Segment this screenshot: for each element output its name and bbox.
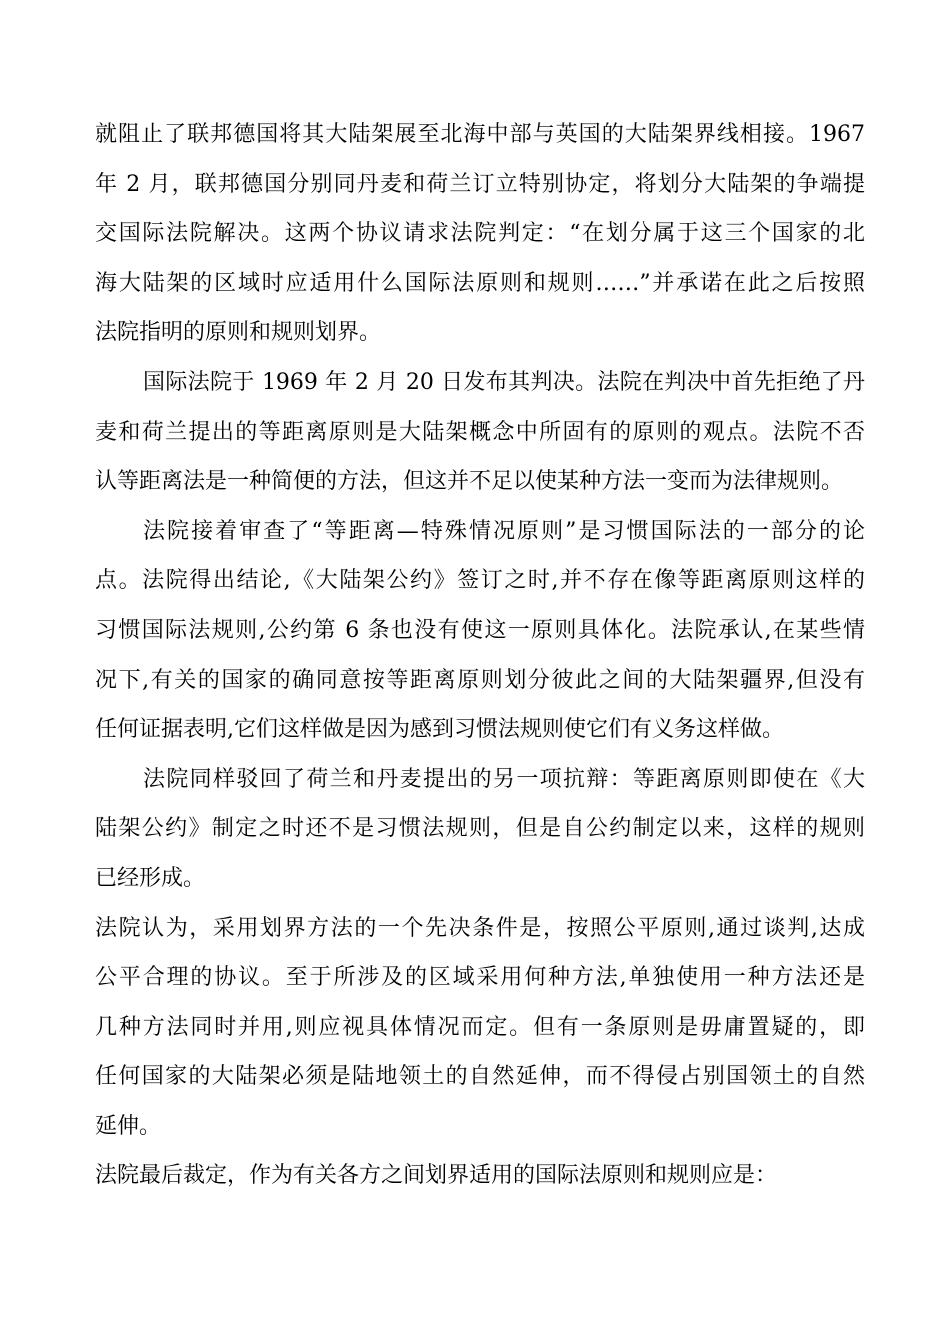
text-line: 交国际法院解决。这两个协议请求法院判定：“在划分属于这三个国家的北 <box>95 221 865 247</box>
text-line: 已经形成。 <box>95 865 206 891</box>
paragraph-first-line: 国际法院于 1969 年 2 月 20 日发布其判决。法院在判决中首先拒绝了丹 <box>143 369 865 395</box>
paragraph-first-line: 法院接着审查了“等距离—特殊情况原则”是习惯国际法的一部分的论 <box>143 518 865 544</box>
text-line: 延伸。 <box>95 1113 162 1139</box>
paragraph-first-line: 法院最后裁定，作为有关各方之间划界适用的国际法原则和规则应是： <box>95 1163 778 1189</box>
text-line: 就阻止了联邦德国将其大陆架展至北海中部与英国的大陆架界线相接。1967 <box>95 122 865 147</box>
document-body <box>95 110 865 1201</box>
text-line: 陆架公约》制定之时还不是习惯法规则，但是自公约制定以来，这样的规则 <box>95 816 865 842</box>
paragraph-first-line: 法院认为，采用划界方法的一个先决条件是，按照公平原则,通过谈判,达成 <box>95 915 865 941</box>
text-line: 认等距离法是一种简便的方法，但这并不足以使某种方法一变而为法律规则。 <box>95 469 844 495</box>
text-line: 公平合理的协议。至于所涉及的区域采用何种方法,单独使用一种方法还是 <box>95 965 865 991</box>
paragraph-first-line: 法院同样驳回了荷兰和丹麦提出的另一项抗辩：等距离原则即使在《大 <box>143 766 865 792</box>
text-line: 麦和荷兰提出的等距离原则是大陆架概念中所固有的原则的观点。法院不否 <box>95 419 865 445</box>
text-line: 况下,有关的国家的确同意按等距离原则划分彼此之间的大陆架疆界,但没有 <box>95 667 865 693</box>
text-line: 点。法院得出结论,《大陆架公约》签订之时,并不存在像等距离原则这样的 <box>95 568 865 594</box>
text-line: 法院指明的原则和规则划界。 <box>95 320 382 346</box>
text-line: 任何国家的大陆架必须是陆地领土的自然延伸，而不得侵占别国领土的自然 <box>95 1064 865 1090</box>
text-line: 习惯国际法规则,公约第 6 条也没有使这一原则具体化。法院承认,在某些情 <box>95 617 865 643</box>
text-line: 海大陆架的区域时应适用什么国际法原则和规则……”并承诺在此之后按照 <box>95 270 865 296</box>
text-line: 年 2 月，联邦德国分别同丹麦和荷兰订立特别协定，将划分大陆架的争端提 <box>95 171 865 197</box>
text-line: 几种方法同时并用,则应视具体情况而定。但有一条原则是毋庸置疑的，即 <box>95 1014 865 1040</box>
text-line: 任何证据表明,它们这样做是因为感到习惯法规则使它们有义务这样做。 <box>95 717 784 743</box>
